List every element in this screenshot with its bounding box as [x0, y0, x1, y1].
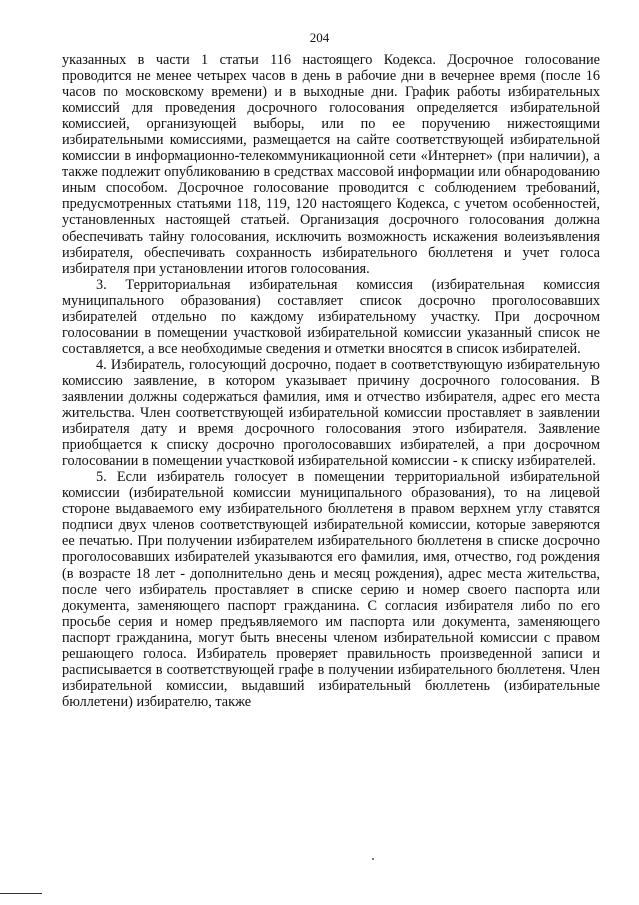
paragraph-continuation: указанных в части 1 статьи 116 настоящего Кодекса. Досрочное голосование проводится не менее четырех часов в день в рабочие дни в вечернее время (после 16 часов по московскому времени) и в выходные дни. График работы избирательных комиссий для проведения досрочного голосования определяется избирательной комиссией, организующей выборы, или по ее поручению нижестоящими избирательными комиссиями, размещается на сайте соответствующей избирательной комиссии в информационно-телекоммуникационной сети «Интернет» (при наличии), а также подлежит опубликованию в средствах массовой информации или обнародованию иным способом. Досрочное голосование проводится с соблюдением требований, предусмотренных статьями 118, 119, 120 настоящего Кодекса, с учетом особенностей, установленных настоящей статьей. Организация досрочного голосования должна обеспечивать тайну голосования, исключить возможность искажения волеизъявления избирателя, обеспечивать сохранность избирательного бюллетеня и учет голоса избирателя при установлении итогов голосования.	[62, 52, 600, 277]
page-number: 204	[309, 30, 330, 45]
paragraph-item-4: 4. Избиратель, голосующий досрочно, подает в соответствующую избирательную комиссию заявление, в котором указывает причину досрочного голосования. В заявлении должны содержаться фамилия, имя и отчество избирателя, адрес его места жительства. Член соответствующей избирательной комиссии проставляет в заявлении избирателя дату и время досрочного голосования этого избирателя. Заявление приобщается к списку досрочно проголосовавших избирателей, а при досрочном голосовании в помещении участковой избирательной комиссии - к списку избирателей.	[62, 356, 600, 470]
document-body	[62, 52, 600, 710]
scan-edge-line	[0, 893, 42, 894]
scan-speck	[372, 858, 374, 860]
paragraph-item-3: 3. Территориальная избирательная комиссия (избирательная комиссия муниципального образования) составляет список досрочно проголосовавших избирателей отдельно по каждому избирательному участку. При досрочном голосовании в помещении участковой избирательной комиссии указанный список не составляется, а все необходимые сведения и отметки вносятся в список избирателей.	[62, 276, 600, 357]
paragraph-item-5: 5. Если избиратель голосует в помещении территориальной избирательной комиссии (избирательной комиссии муниципального образования), то на лицевой стороне выдаваемого ему избирательного бюллетеня в правом верхнем углу ставятся подписи двух членов соответствующей избирательной комиссии, которые заверяются ее печатью. При получении избирателем избирательного бюллетеня в списке досрочно проголосовавших избирателей указываются его фамилия, имя, отчество, год рождения (в возрасте 18 лет - дополнительно день и месяц рождения), адрес места жительства, после чего избиратель проставляет в списке серию и номер своего паспорта или документа, заменяющего паспорт гражданина. С согласия избирателя либо по его просьбе серия и номер предъявляемого им паспорта или документа, заменяющего паспорт гражданина, могут быть внесены членом избирательной комиссии с правом решающего голоса. Избиратель проверяет правильность произведенной записи и расписывается в соответствующей графе в получении избирательного бюллетеня. Член избирательной комиссии, выдавший избирательный бюллетень (избирательные бюллетени) избирателю, также	[62, 469, 600, 710]
